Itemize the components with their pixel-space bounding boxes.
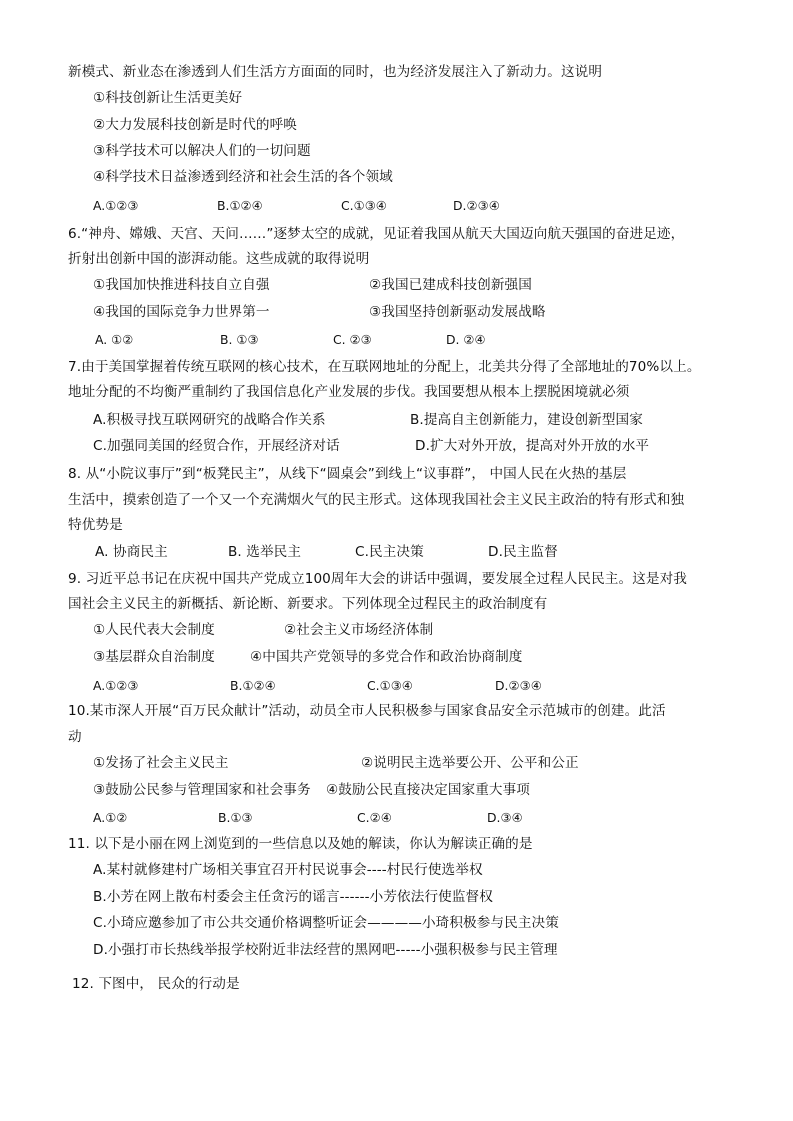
q7-option-c: C.加强同美国的经贸合作，开展经济对话: [93, 438, 340, 454]
q11-option-d: D.小强打市长热线举报学校附近非法经营的黑网吧-----小强积极参与民主管理: [93, 942, 558, 958]
q6-item-3: ③我国坚持创新驱动发展战略: [369, 304, 546, 320]
q8-stem-line1: 8. 从“小院议事厅”到“板凳民主”，从线下“圆桌会”到线上“议事群”， 中国人民在火热的基层: [68, 466, 627, 482]
q11-option-b: B.小芳在网上散布村委会主任贪污的谣言------小芳依法行使监督权: [93, 889, 493, 905]
q10-option-a: A.①②: [93, 810, 128, 825]
q9-option-d: D.②③④: [495, 678, 542, 693]
q6-item-4: ④我国的国际竞争力世界第一: [93, 304, 270, 320]
q5-stem-line1: 新模式、新业态在渗透到人们生活方方面面的同时，也为经济发展注入了新动力。这说明: [68, 64, 603, 80]
q9-item-3: ③基层群众自治制度: [93, 649, 215, 665]
q9-option-c: C.①③④: [367, 678, 413, 693]
q11-option-a: A.某村就修建村广场相关事宜召开村民说事会----村民行使选举权: [93, 862, 483, 878]
q10-option-c: C.②④: [357, 810, 392, 825]
q10-stem-line1: 10.某市深人开展“百万民众献计”活动，动员全市人民积极参与国家食品安全示范城市的创建。此活: [68, 703, 666, 719]
q10-item-2: ②说明民主选举要公开、公平和公正: [361, 755, 579, 771]
q12-stem-line1: 12. 下图中， 民众的行动是: [72, 976, 240, 992]
q5-item-1: ①科技创新让生活更美好: [93, 90, 243, 106]
q6-option-c: C. ②③: [333, 332, 372, 347]
q8-option-a: A. 协商民主: [95, 544, 168, 560]
q9-option-a: A.①②③: [93, 678, 139, 693]
q8-stem-line3: 特优势是: [68, 517, 123, 533]
q10-option-b: B.①③: [218, 810, 253, 825]
q7-option-d: D.扩大对外开放，提高对外开放的水平: [415, 438, 650, 454]
q6-option-b: B. ①③: [220, 332, 259, 347]
q11-stem-line1: 11. 以下是小丽在网上浏览到的一些信息以及她的解读，你认为解读正确的是: [68, 836, 533, 852]
q9-stem-line2: 国社会主义民主的新概括、新论断、新要求。下列体现全过程民主的政治制度有: [68, 596, 548, 612]
q9-item-2: ②社会主义市场经济体制: [284, 622, 434, 638]
q10-item-1: ①发扬了社会主义民主: [93, 755, 229, 771]
q11-option-c: C.小琦应邀参加了市公共交通价格调整听证会————小琦积极参与民主决策: [93, 915, 559, 931]
q9-stem-line1: 9. 习近平总书记在庆祝中国共产党成立100周年大会的讲话中强调，要发展全过程人民民主。这是对我: [68, 571, 687, 587]
q5-option-c: C.①③④: [341, 198, 387, 213]
q6-stem-line1: 6.“神舟、嫦娥、天宫、天问……”逐梦太空的成就，见证着我国从航天大国迈向航天强国的奋进足迹，: [68, 226, 685, 242]
q10-item-3: ③鼓励公民参与管理国家和社会事务: [93, 782, 311, 798]
q10-item-4: ④鼓励公民直接决定国家重大事项: [326, 782, 530, 798]
q9-item-1: ①人民代表大会制度: [93, 622, 215, 638]
q6-stem-line2: 折射出创新中国的澎湃动能。这些成就的取得说明: [68, 251, 370, 267]
q6-option-a: A. ①②: [95, 332, 134, 347]
q7-option-b: B.提高自主创新能力，建设创新型国家: [410, 412, 643, 428]
q7-option-a: A.积极寻找互联网研究的战略合作关系: [93, 412, 326, 428]
q5-item-4: ④科学技术日益渗透到经济和社会生活的各个领域: [93, 169, 393, 185]
q10-stem-line2: 动: [68, 729, 82, 745]
q5-item-3: ③科学技术可以解决人们的一切问题: [93, 143, 311, 159]
q8-stem-line2: 生活中，摸索创造了一个又一个充满烟火气的民主形式。这体现我国社会主义民主政治的特有形式和独: [68, 492, 685, 508]
q6-item-2: ②我国已建成科技创新强国: [369, 277, 532, 293]
q7-stem-line2: 地址分配的不均衡严重制约了我国信息化产业发展的步伐。我国要想从根本上摆脱困境就必须: [68, 384, 630, 400]
q7-stem-line1: 7.由于美国掌握着传统互联网的核心技术，在互联网地址的分配上，北美共分得了全部地址的70%以上。: [68, 359, 701, 375]
q8-option-b: B. 选举民主: [228, 544, 302, 560]
q5-item-2: ②大力发展科技创新是时代的呼唤: [93, 117, 297, 133]
q6-item-1: ①我国加快推进科技自立自强: [93, 277, 270, 293]
q5-option-d: D.②③④: [453, 198, 500, 213]
q8-option-c: C.民主决策: [355, 544, 424, 560]
q5-option-a: A.①②③: [93, 198, 139, 213]
q9-item-4: ④中国共产党领导的多党合作和政治协商制度: [250, 649, 523, 665]
q9-option-b: B.①②④: [230, 678, 276, 693]
q10-option-d: D.③④: [487, 810, 523, 825]
q8-option-d: D.民主监督: [488, 544, 558, 560]
q5-option-b: B.①②④: [217, 198, 263, 213]
q6-option-d: D. ②④: [446, 332, 486, 347]
